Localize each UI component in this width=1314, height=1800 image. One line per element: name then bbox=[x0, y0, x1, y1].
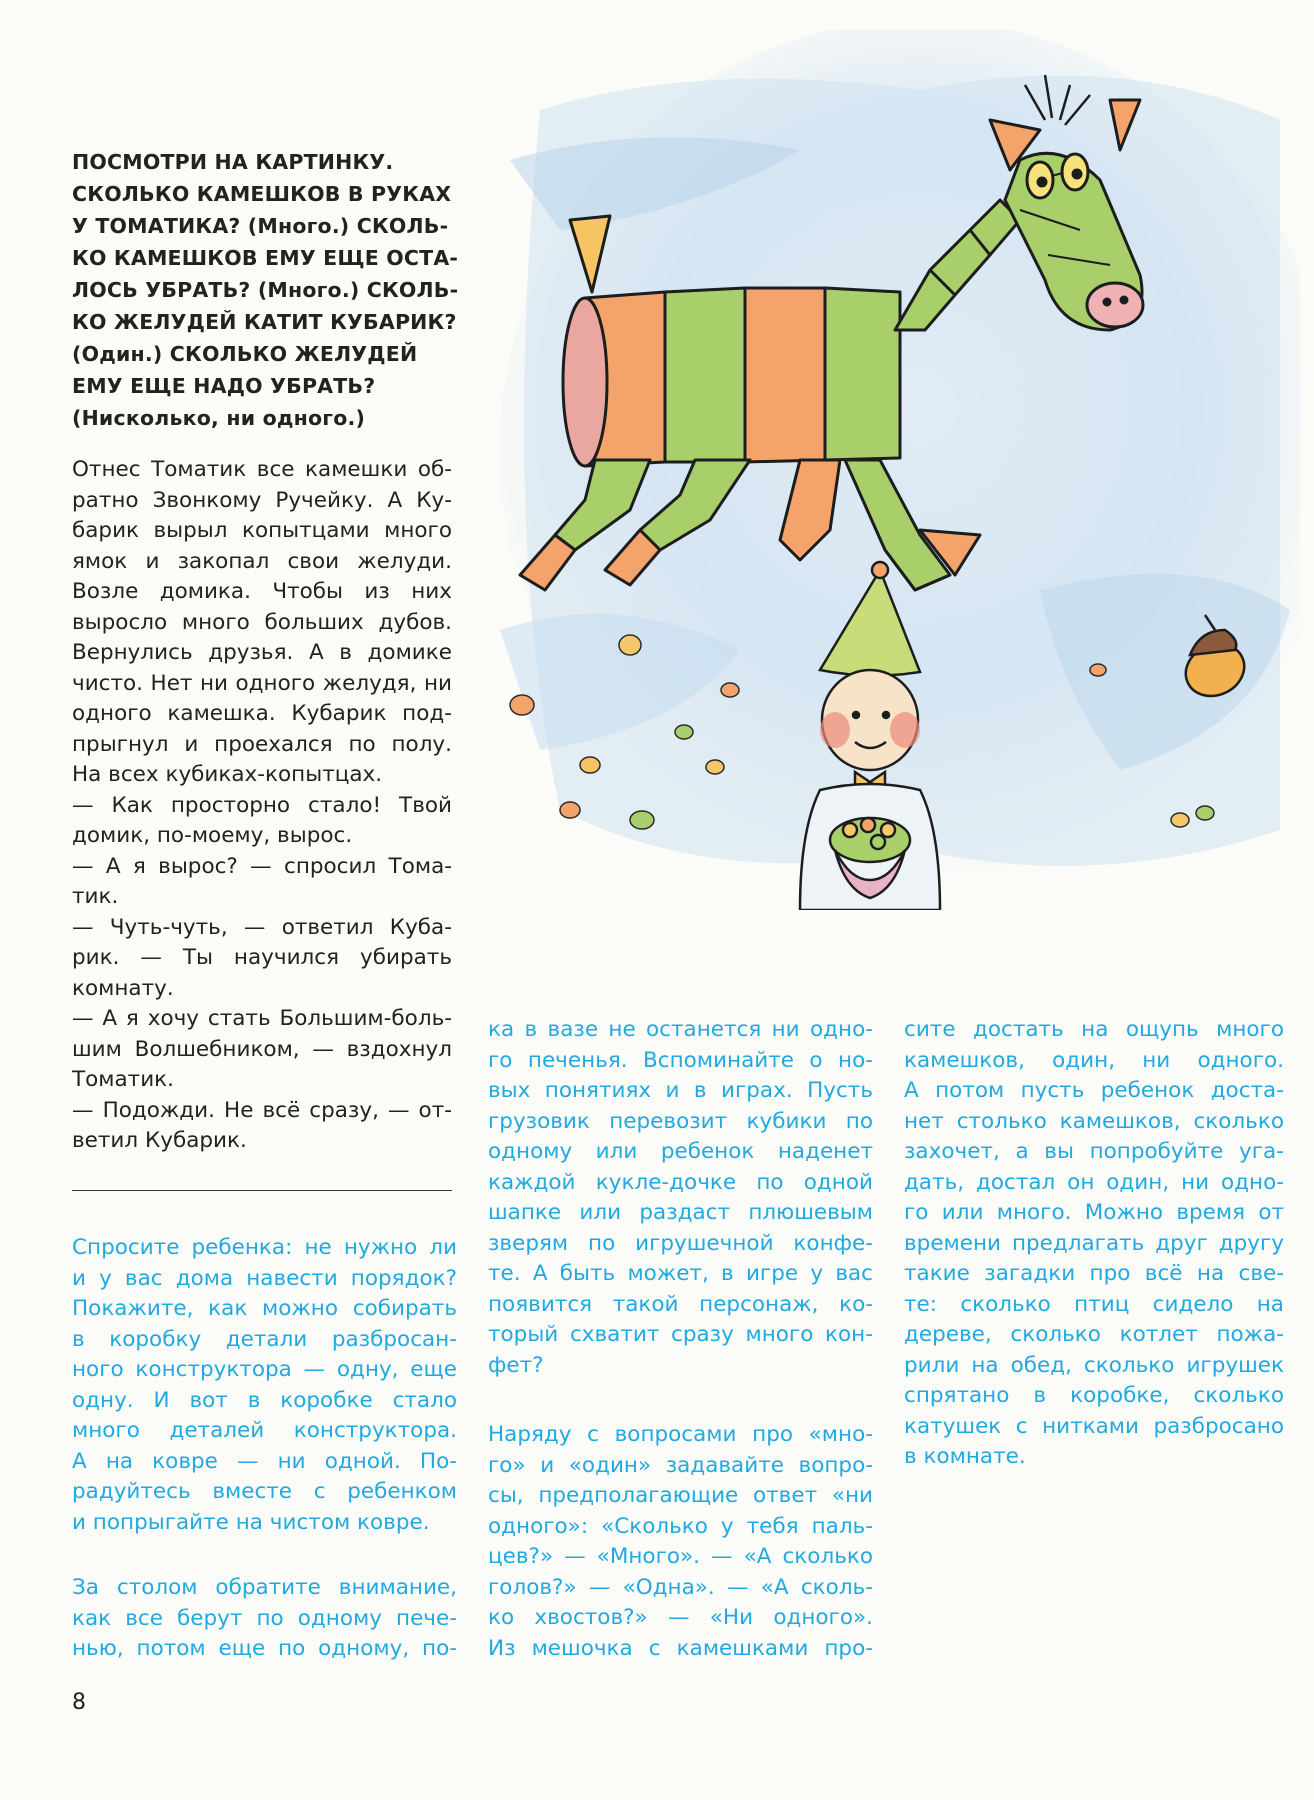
story-line: Вернулись друзья. А в домике bbox=[72, 640, 452, 665]
story-line: — Как просторно стало! Твой bbox=[72, 792, 452, 818]
tip-line: голов?» — «Одна». — «А сколь- bbox=[488, 1574, 873, 1600]
story-line: тик. bbox=[72, 884, 119, 909]
tip-line: сы, предполагающие ответ «ни bbox=[488, 1483, 873, 1508]
tip-line: как все берут по одному пече- bbox=[72, 1605, 457, 1631]
story-line: комнату. bbox=[72, 975, 174, 1001]
tip-line: нет столько камешков, сколько bbox=[904, 1108, 1284, 1134]
tip-line: рили на обед, сколько игрушек bbox=[904, 1352, 1284, 1378]
story-line: Возле домика. Чтобы из них bbox=[72, 579, 452, 604]
tip-line: шапке или раздаст плюшевым bbox=[488, 1200, 873, 1225]
divider-line bbox=[72, 1190, 452, 1191]
illustration bbox=[500, 30, 1300, 910]
story-line: — Чуть-чуть, — ответил Куба- bbox=[72, 914, 452, 940]
tip-line: За столом обратите внимание, bbox=[72, 1575, 457, 1600]
story-line: рик. — Ты научился убирать bbox=[72, 945, 452, 970]
tip-line: вых понятиях и в играх. Пусть bbox=[488, 1078, 873, 1103]
tip-col1-para2 bbox=[72, 1573, 457, 1665]
tip-line: нью, потом еще по одному, по- bbox=[72, 1636, 457, 1661]
tip-line: сите достать на ощупь много bbox=[904, 1017, 1284, 1042]
tip-line: торый схватит сразу много кон- bbox=[488, 1322, 873, 1347]
tip-line: ного конструктора — одну, еще bbox=[72, 1357, 457, 1382]
tip-col2-para1 bbox=[488, 1015, 873, 1381]
tip-line: такие загадки про всё на све- bbox=[904, 1261, 1284, 1286]
tip-line: радуйтесь вместе с ребенком bbox=[72, 1479, 457, 1504]
tip-line: одному или ребенок наденет bbox=[488, 1139, 873, 1164]
question-line: КО ЖЕЛУДЕЙ КАТИТ КУБАРИК? bbox=[72, 310, 457, 334]
question-line: У ТОМАТИКА? (Много.) СКОЛЬ- bbox=[72, 214, 449, 238]
tip-line: захочет, а вы попробуйте уга- bbox=[904, 1139, 1284, 1164]
page-number: 8 bbox=[72, 1690, 86, 1715]
story-line: одного камешка. Кубарик под- bbox=[72, 701, 452, 726]
question-line: СКОЛЬКО КАМЕШКОВ В РУКАХ bbox=[72, 182, 452, 206]
story-line: домик, по-моему, вырос. bbox=[72, 823, 353, 848]
tip-line: А на ковре — ни одной. По- bbox=[72, 1448, 457, 1474]
tip-line: те. А быть может, в игре у вас bbox=[488, 1261, 873, 1286]
question-line: ЛОСЬ УБРАТЬ? (Много.) СКОЛЬ- bbox=[72, 278, 459, 302]
tip-line: спрятано в коробке, сколько bbox=[904, 1383, 1284, 1408]
tip-line: Из мешочка с камешками про- bbox=[488, 1635, 873, 1661]
tip-col3-para1 bbox=[904, 1015, 1284, 1473]
tip-line: в комнате. bbox=[904, 1444, 1026, 1469]
tip-line: времени предлагать друг другу bbox=[904, 1230, 1284, 1256]
tip-line: го печенья. Вспоминайте о но- bbox=[488, 1047, 873, 1073]
story-line: На всех кубиках-копытцах. bbox=[72, 762, 383, 787]
tip-line: появится такой персонаж, ко- bbox=[488, 1291, 873, 1317]
story-line: Отнес Томатик все камешки об- bbox=[72, 457, 452, 482]
story-line: — А я хочу стать Большим-боль- bbox=[72, 1006, 452, 1031]
tip-line: Покажите, как можно собирать bbox=[72, 1296, 457, 1321]
illustration-svg bbox=[500, 30, 1300, 910]
story-line: прыгнул и проехался по полу. bbox=[72, 731, 452, 757]
tip-line: дать, достал он один, ни одно- bbox=[904, 1169, 1284, 1195]
story-line: шим Волшебником, — вздохнул bbox=[72, 1036, 452, 1062]
tip-line: и у вас дома навести порядок? bbox=[72, 1265, 457, 1291]
tip-line: одну. И вот в коробке стало bbox=[72, 1387, 457, 1413]
tip-line: цев?» — «Много». — «А сколько bbox=[488, 1544, 873, 1569]
tip-col2-para2 bbox=[488, 1420, 873, 1664]
tip-line: Наряду с вопросами про «мно- bbox=[488, 1422, 873, 1447]
tip-line: го или много. Можно время от bbox=[904, 1200, 1284, 1225]
question-block bbox=[72, 146, 462, 434]
story-text bbox=[72, 455, 452, 1157]
question-line: КО КАМЕШКОВ ЕМУ ЕЩЕ ОСТА- bbox=[72, 246, 459, 270]
story-line: — А я вырос? — спросил Тома- bbox=[72, 853, 452, 879]
tip-line: А потом пусть ребенок доста- bbox=[904, 1078, 1284, 1103]
story-line: ямок и закопал свои желуди. bbox=[72, 548, 452, 574]
question-line: ПОСМОТРИ НА КАРТИНКУ. bbox=[72, 150, 394, 174]
tip-line: зверям по игрушечной конфе- bbox=[488, 1230, 873, 1256]
tip-line: много деталей конструктора. bbox=[72, 1418, 457, 1443]
story-line: чисто. Нет ни одного желудя, ни bbox=[72, 670, 452, 696]
tip-line: ко хвостов?» — «Ни одного». bbox=[488, 1605, 873, 1630]
tip-line: и попрыгайте на чистом ковре. bbox=[72, 1509, 430, 1535]
story-line: Томатик. bbox=[72, 1067, 174, 1092]
question-line: ЕМУ ЕЩЕ НАДО УБРАТЬ? bbox=[72, 374, 376, 398]
story-line: выросло много больших дубов. bbox=[72, 609, 452, 635]
story-line: ратно Звонкому Ручейку. А Ку- bbox=[72, 487, 452, 513]
tip-line: те: сколько птиц сидело на bbox=[904, 1291, 1284, 1317]
tip-line: в коробку детали разбросан- bbox=[72, 1326, 457, 1352]
story-line: — Подожди. Не всё сразу, — от- bbox=[72, 1097, 452, 1123]
tip-line: каждой кукле-дочке по одной bbox=[488, 1169, 873, 1195]
question-line: (Нисколько, ни одного.) bbox=[72, 406, 366, 430]
story-line: ветил Кубарик. bbox=[72, 1128, 247, 1153]
tip-line: грузовик перевозит кубики по bbox=[488, 1108, 873, 1134]
tip-line: го» и «один» задавайте вопро- bbox=[488, 1452, 873, 1478]
tip-line: одного»: «Сколько у тебя паль- bbox=[488, 1513, 873, 1539]
tip-col1-para1 bbox=[72, 1233, 457, 1538]
tip-line: дереве, сколько котлет пожа- bbox=[904, 1322, 1284, 1347]
tip-line: фет? bbox=[488, 1352, 544, 1378]
tip-line: Спросите ребенка: не нужно ли bbox=[72, 1235, 457, 1260]
tip-line: ка в вазе не останется ни одно- bbox=[488, 1017, 873, 1042]
tip-line: камешков, один, ни одного. bbox=[904, 1047, 1284, 1073]
story-line: барик вырыл копытцами много bbox=[72, 518, 452, 543]
question-line: (Один.) СКОЛЬКО ЖЕЛУДЕЙ bbox=[72, 342, 418, 366]
tip-line: катушек с нитками разбросано bbox=[904, 1413, 1284, 1439]
